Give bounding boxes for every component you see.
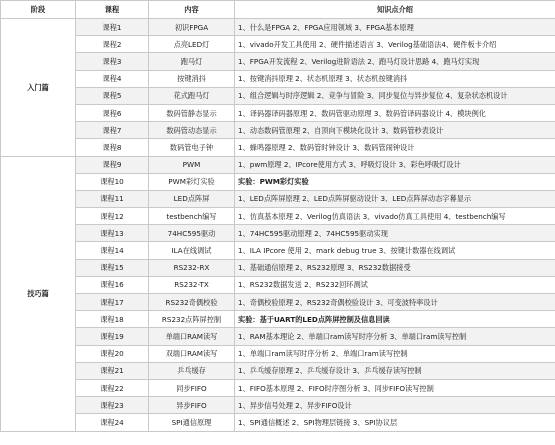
course-cell: 课程17	[76, 294, 149, 311]
stage-cell: 技巧篇	[1, 156, 76, 431]
points-cell: 1、vivado开发工具使用 2、硬件描述语言 3、Verilog基础语法4、硬件板卡介绍	[235, 36, 555, 53]
course-cell: 课程13	[76, 225, 149, 242]
course-cell: 课程10	[76, 173, 149, 190]
course-cell: 课程8	[76, 139, 149, 156]
content-cell: 数码管动态显示	[149, 122, 235, 139]
course-cell: 课程12	[76, 208, 149, 225]
stage-cell: 入门篇	[1, 19, 76, 157]
points-cell: 1、译码器译码器原理 2、数码管驱动原理 3、数码管译码器设计 4、模块例化	[235, 104, 555, 121]
table-row	[1, 19, 555, 36]
content-cell: SPI通信原理	[149, 414, 235, 431]
header-points: 知识点介绍	[235, 1, 555, 19]
points-cell: 1、FPGA开发流程 2、Verilog进阶语法 2、跑马灯设计思路 4、跑马灯实现	[235, 53, 555, 70]
course-cell: 课程21	[76, 362, 149, 379]
table-row	[1, 122, 555, 139]
table-row	[1, 104, 555, 121]
points-cell: 1、SPI通信概述 2、SPI物理层链接 3、SPI协议层	[235, 414, 555, 431]
table-row	[1, 208, 555, 225]
points-cell: 1、pwm原理 2、IPcore使用方式 3、呼吸灯设计 3、彩色呼吸灯设计	[235, 156, 555, 173]
points-cell: 1、ILA IPcore 使用 2、mark debug true 3、按键计数器在线调试	[235, 242, 555, 259]
table-row	[1, 294, 555, 311]
points-cell: 1、异步信号处理 2、异步FIFO设计	[235, 397, 555, 414]
content-cell: PWM	[149, 156, 235, 173]
content-cell: 异步FIFO	[149, 397, 235, 414]
content-cell: 同步FIFO	[149, 379, 235, 396]
content-cell: LED点阵屏	[149, 190, 235, 207]
table-header	[1, 1, 555, 19]
content-cell: RS232-TX	[149, 276, 235, 293]
table-row	[1, 311, 555, 328]
content-cell: 双端口RAM读写	[149, 345, 235, 362]
course-cell: 课程7	[76, 122, 149, 139]
points-cell: 1、RAM基本理论 2、单端口ram读写时序分析 3、单端口ram读写控制	[235, 328, 555, 345]
content-cell: 初识FPGA	[149, 19, 235, 36]
content-cell: 乒乓缓存	[149, 362, 235, 379]
content-cell: RS232点阵屏控制	[149, 311, 235, 328]
course-cell: 课程18	[76, 311, 149, 328]
points-cell: 1、FIFO基本原理 2、FIFO时序图分析 3、同步FIFO读写控制	[235, 379, 555, 396]
table-row	[1, 36, 555, 53]
points-cell: 1、组合逻辑与时序逻辑 2、竞争与冒险 3、同步复位与异步复位 4、复杂状态机设计	[235, 87, 555, 104]
header-content: 内容	[149, 1, 235, 19]
points-cell: 1、乒乓缓存原理 2、乒乓缓存设计 3、乒乓缓存读写控制	[235, 362, 555, 379]
course-cell: 课程4	[76, 70, 149, 87]
content-cell: 数码管静态显示	[149, 104, 235, 121]
table-row	[1, 87, 555, 104]
course-cell: 课程5	[76, 87, 149, 104]
points-cell: 实验：基于UART的LED点阵屏控制及信息回读	[235, 311, 555, 328]
points-cell: 1、74HC595驱动原理 2、74HC595驱动实现	[235, 225, 555, 242]
points-cell: 1、什么是FPGA 2、FPGA应用领域 3、FPGA基本原理	[235, 19, 555, 36]
content-cell: 跑马灯	[149, 53, 235, 70]
content-cell: 数码管电子钟	[149, 139, 235, 156]
course-cell: 课程3	[76, 53, 149, 70]
header-stage: 阶段	[1, 1, 76, 19]
table-row	[1, 276, 555, 293]
course-cell: 课程22	[76, 379, 149, 396]
course-cell: 课程23	[76, 397, 149, 414]
content-cell: testbench编写	[149, 208, 235, 225]
table-row	[1, 242, 555, 259]
points-cell: 1、蜂鸣器原理 2、数码管时钟设计 3、数码管闹钟设计	[235, 139, 555, 156]
content-cell: 单端口RAM读写	[149, 328, 235, 345]
content-cell: RS232奇偶校验	[149, 294, 235, 311]
table-row	[1, 259, 555, 276]
content-cell: PWM彩灯实验	[149, 173, 235, 190]
course-cell: 课程1	[76, 19, 149, 36]
course-cell: 课程19	[76, 328, 149, 345]
table-row	[1, 156, 555, 173]
points-cell: 1、动态数码管原理 2、自顶向下模块化设计 3、数码管秒表设计	[235, 122, 555, 139]
header-row	[1, 1, 555, 19]
course-cell: 课程16	[76, 276, 149, 293]
course-cell: 课程14	[76, 242, 149, 259]
content-cell: ILA在线调试	[149, 242, 235, 259]
course-cell: 课程11	[76, 190, 149, 207]
course-cell: 课程9	[76, 156, 149, 173]
course-cell: 课程15	[76, 259, 149, 276]
points-cell: 1、RS232数据发送 2、RS232回环测试	[235, 276, 555, 293]
course-cell: 课程24	[76, 414, 149, 431]
points-cell: 1、仿真基本原理 2、Verilog仿真语法 3、vivado仿真工具使用 4、testbench编写	[235, 208, 555, 225]
table-body	[1, 19, 555, 432]
table-row	[1, 190, 555, 207]
table-row	[1, 139, 555, 156]
course-cell: 课程20	[76, 345, 149, 362]
table-row	[1, 362, 555, 379]
points-cell: 实验：PWM彩灯实验	[235, 173, 555, 190]
course-cell: 课程6	[76, 104, 149, 121]
points-cell: 1、按键消抖原理 2、状态机原理 3、状态机按键消抖	[235, 70, 555, 87]
table-row	[1, 328, 555, 345]
points-cell: 1、奇偶校验原理 2、RS232奇偶校验设计 3、可变波特率设计	[235, 294, 555, 311]
table-row	[1, 379, 555, 396]
table-row	[1, 225, 555, 242]
content-cell: 点亮LED灯	[149, 36, 235, 53]
content-cell: RS232-RX	[149, 259, 235, 276]
course-cell: 课程2	[76, 36, 149, 53]
points-cell: 1、基础通信原理 2、RS232原理 3、RS232数据接受	[235, 259, 555, 276]
points-cell: 1、单端口ram读写时序分析 2、单端口ram读写控制	[235, 345, 555, 362]
table-row	[1, 345, 555, 362]
table-row	[1, 53, 555, 70]
content-cell: 花式跑马灯	[149, 87, 235, 104]
content-cell: 按键消抖	[149, 70, 235, 87]
table-row	[1, 70, 555, 87]
table-row	[1, 173, 555, 190]
header-course: 课程	[76, 1, 149, 19]
table-row	[1, 397, 555, 414]
content-cell: 74HC595驱动	[149, 225, 235, 242]
points-cell: 1、LED点阵屏原理 2、LED点阵屏驱动设计 3、LED点阵屏动态字幕显示	[235, 190, 555, 207]
table-row	[1, 414, 555, 431]
